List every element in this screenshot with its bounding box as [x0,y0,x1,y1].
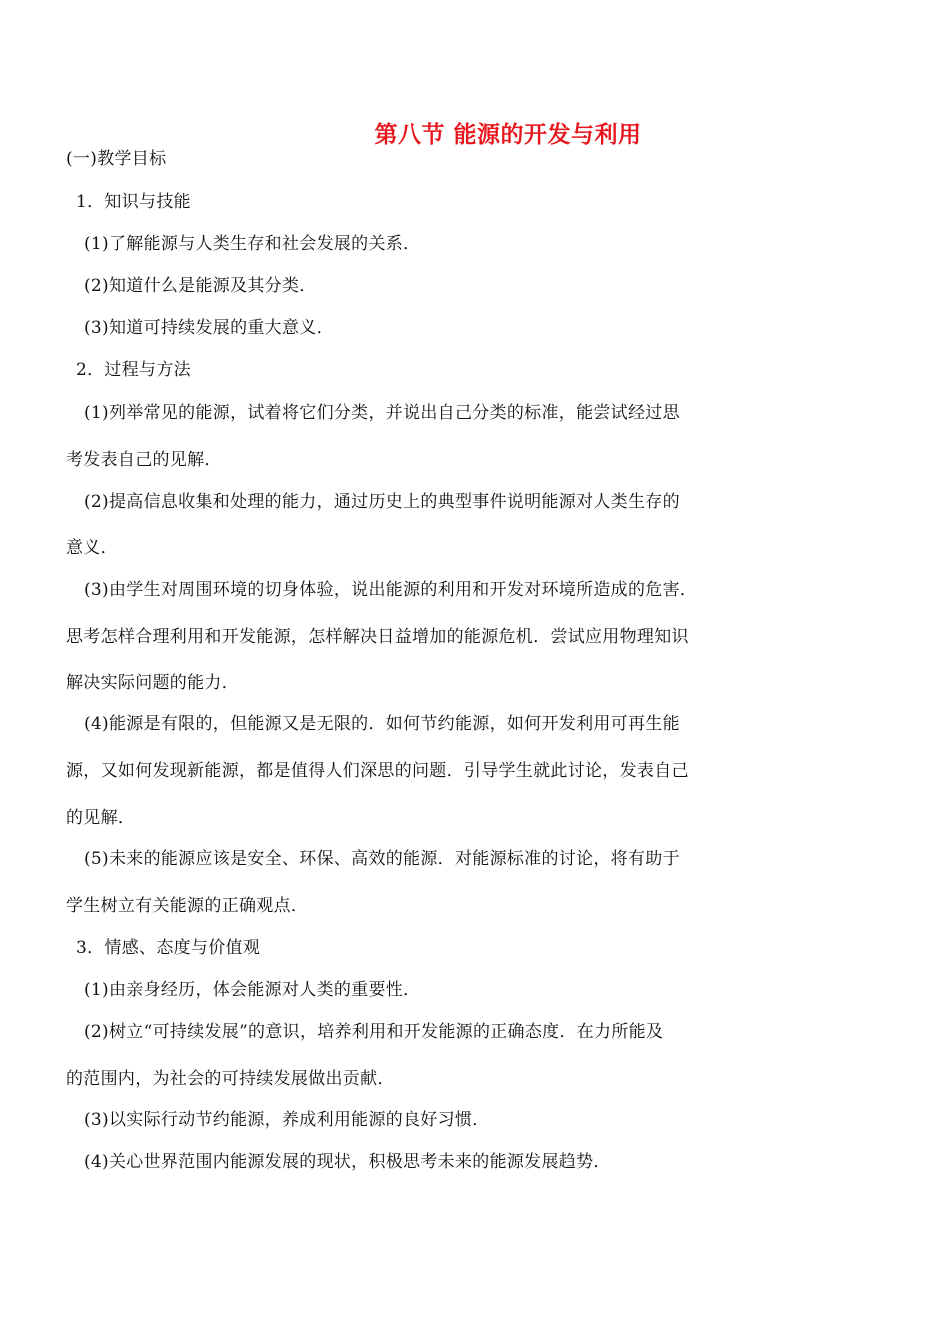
paragraph-line: 的见解． [66,808,136,828]
paragraph-line: (3)由学生对周围环境的切身体验，说出能源的利用和开发对环境所造成的危害． [84,580,698,600]
paragraph-line: (1)了解能源与人类生存和社会发展的关系． [84,234,421,254]
paragraph-line: 考发表自己的见解． [66,450,222,470]
paragraph-line: 源，又如何发现新能源，都是值得人们深思的问题．引导学生就此讨论，发表自己 [66,761,689,781]
paragraph-line: (4)关心世界范围内能源发展的现状，积极思考未来的能源发展趋势． [84,1152,611,1172]
paragraph-line: 思考怎样合理利用和开发能源，怎样解决日益增加的能源危机．尝试应用物理知识 [66,627,689,647]
paragraph-line: (1)列举常见的能源，试着将它们分类，并说出自己分类的标准，能尝试经过思 [84,403,680,423]
paragraph-line: 意义． [66,538,118,558]
subsection-heading-values: 3．情感、态度与价值观 [76,938,261,958]
paragraph-line: (2)提高信息收集和处理的能力，通过历史上的典型事件说明能源对人类生存的 [84,492,680,512]
paragraph-line: (4)能源是有限的，但能源又是无限的．如何节约能源，如何开发利用可再生能 [84,714,680,734]
paragraph-line: (5)未来的能源应该是安全、环保、高效的能源．对能源标准的讨论，将有助于 [84,849,680,869]
section-heading-objectives: (一)教学目标 [66,149,167,169]
subsection-heading-process: 2．过程与方法 [76,360,191,380]
paragraph-line: (2)知道什么是能源及其分类． [84,276,317,296]
paragraph-line: (1)由亲身经历，体会能源对人类的重要性． [84,980,421,1000]
page-title: 第八节 能源的开发与利用 [374,121,642,148]
subsection-heading-knowledge: 1．知识与技能 [76,192,191,212]
paragraph-line: (2)树立“可持续发展”的意识，培养利用和开发能源的正确态度．在力所能及 [84,1022,664,1042]
paragraph-line: (3)以实际行动节约能源，养成利用能源的良好习惯． [84,1110,490,1130]
paragraph-line: 的范围内，为社会的可持续发展做出贡献． [66,1069,395,1089]
paragraph-line: (3)知道可持续发展的重大意义． [84,318,334,338]
paragraph-line: 学生树立有关能源的正确观点． [66,896,309,916]
paragraph-line: 解决实际问题的能力． [66,673,239,693]
